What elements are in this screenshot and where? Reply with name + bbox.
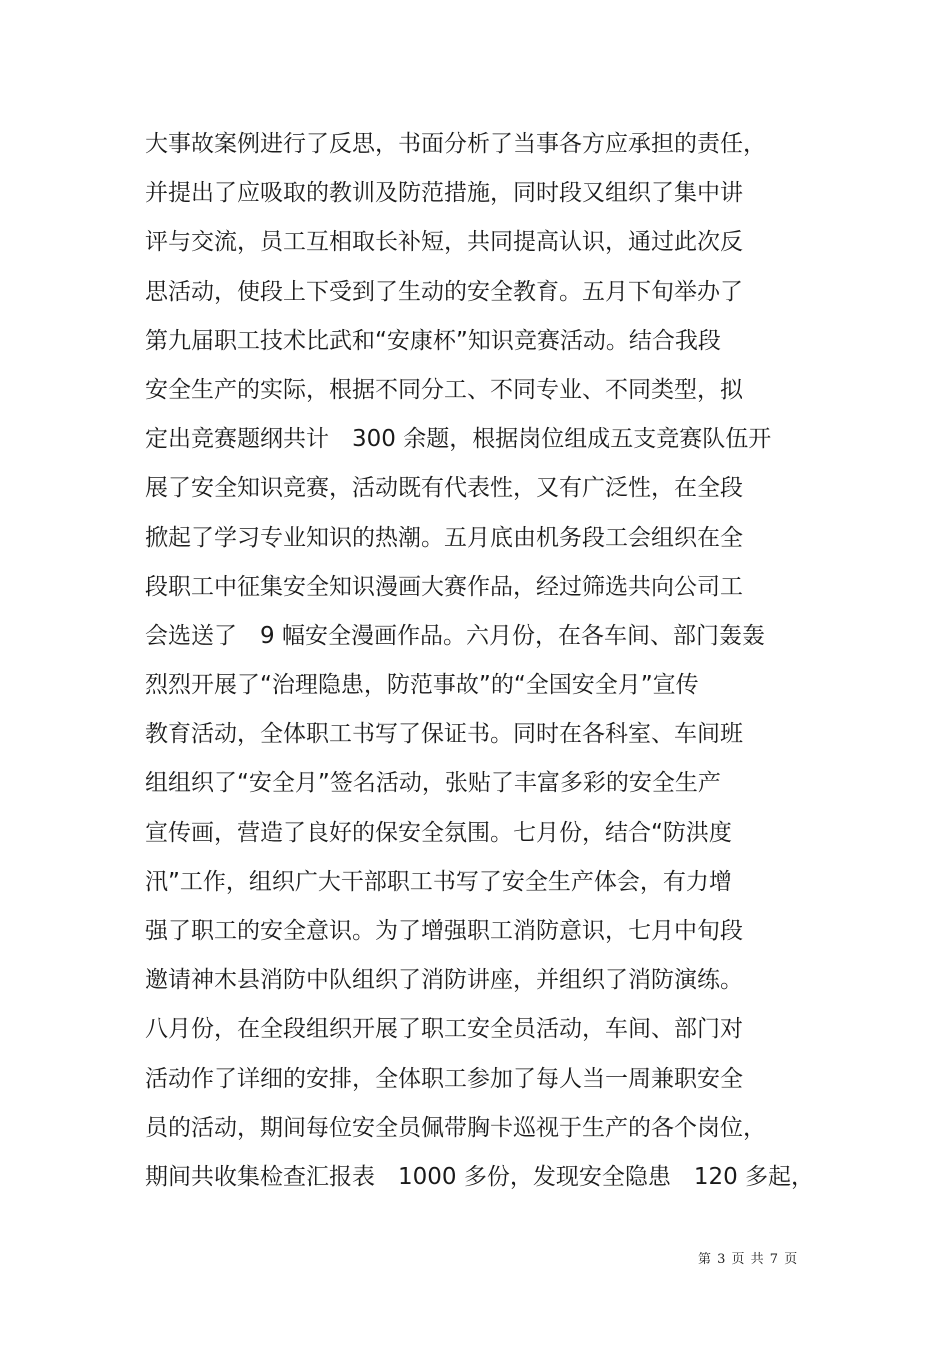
text-line: 八月份，在全段组织开展了职工安全员活动，车间、部门对 [145,1016,743,1043]
text-line: 烈烈开展了“治理隐患，防范事故”的“全国安全月”宣传 [145,672,699,699]
text-line: 评与交流，员工互相取长补短，共同提高认识，通过此次反 [145,229,743,256]
text-line: 定出竞赛题纲共计 300 余题，根据岗位组成五支竞赛队伍开 [145,426,772,453]
text-line: 宣传画，营造了良好的保安全氛围。七月份，结合“防洪度 [145,819,732,846]
text-line: 第九届职工技术比武和“安康杯”知识竞赛活动。结合我段 [145,327,721,354]
text-line: 会选送了 9 幅安全漫画作品。六月份，在各车间、部门轰轰 [145,622,765,649]
text-line: 强了职工的安全意识。为了增强职工消防意识，七月中旬段 [145,918,743,944]
text-line: 思活动，使段上下受到了生动的安全教育。五月下旬举办了 [145,278,743,305]
text-line: 邀请神木县消防中队组织了消防讲座，并组织了消防演练。 [145,967,743,994]
text-line: 期间共收集检查汇报表 1000 多份，发现安全隐患 120 多起， [145,1163,815,1190]
text-line: 员的活动，期间每位安全员佩带胸卡巡视于生产的各个岗位， [145,1114,766,1141]
body-paragraph [145,120,845,1202]
text-line: 展了安全知识竞赛，活动既有代表性，又有广泛性，在全段 [145,475,743,502]
page-number-footer: 第 3 页 共 7 页 [698,1252,799,1267]
text-line: 段职工中征集安全知识漫画大赛作品，经过筛选共向公司工 [145,573,743,600]
text-line: 并提出了应吸取的教训及防范措施，同时段又组织了集中讲 [145,180,743,207]
text-line: 组组织了“安全月”签名活动，张贴了丰富多彩的安全生产 [145,770,721,797]
text-line: 掀起了学习专业知识的热潮。五月底由机务段工会组织在全 [145,524,743,551]
text-line: 汛”工作，组织广大干部职工书写了安全生产体会，有力增 [145,868,732,895]
text-line: 安全生产的实际，根据不同分工、不同专业、不同类型，拟 [145,376,743,403]
text-line: 活动作了详细的安排，全体职工参加了每人当一周兼职安全 [145,1065,743,1092]
text-line: 教育活动，全体职工书写了保证书。同时在各科室、车间班 [145,721,743,748]
text-line: 大事故案例进行了反思，书面分析了当事各方应承担的责任， [145,131,766,157]
